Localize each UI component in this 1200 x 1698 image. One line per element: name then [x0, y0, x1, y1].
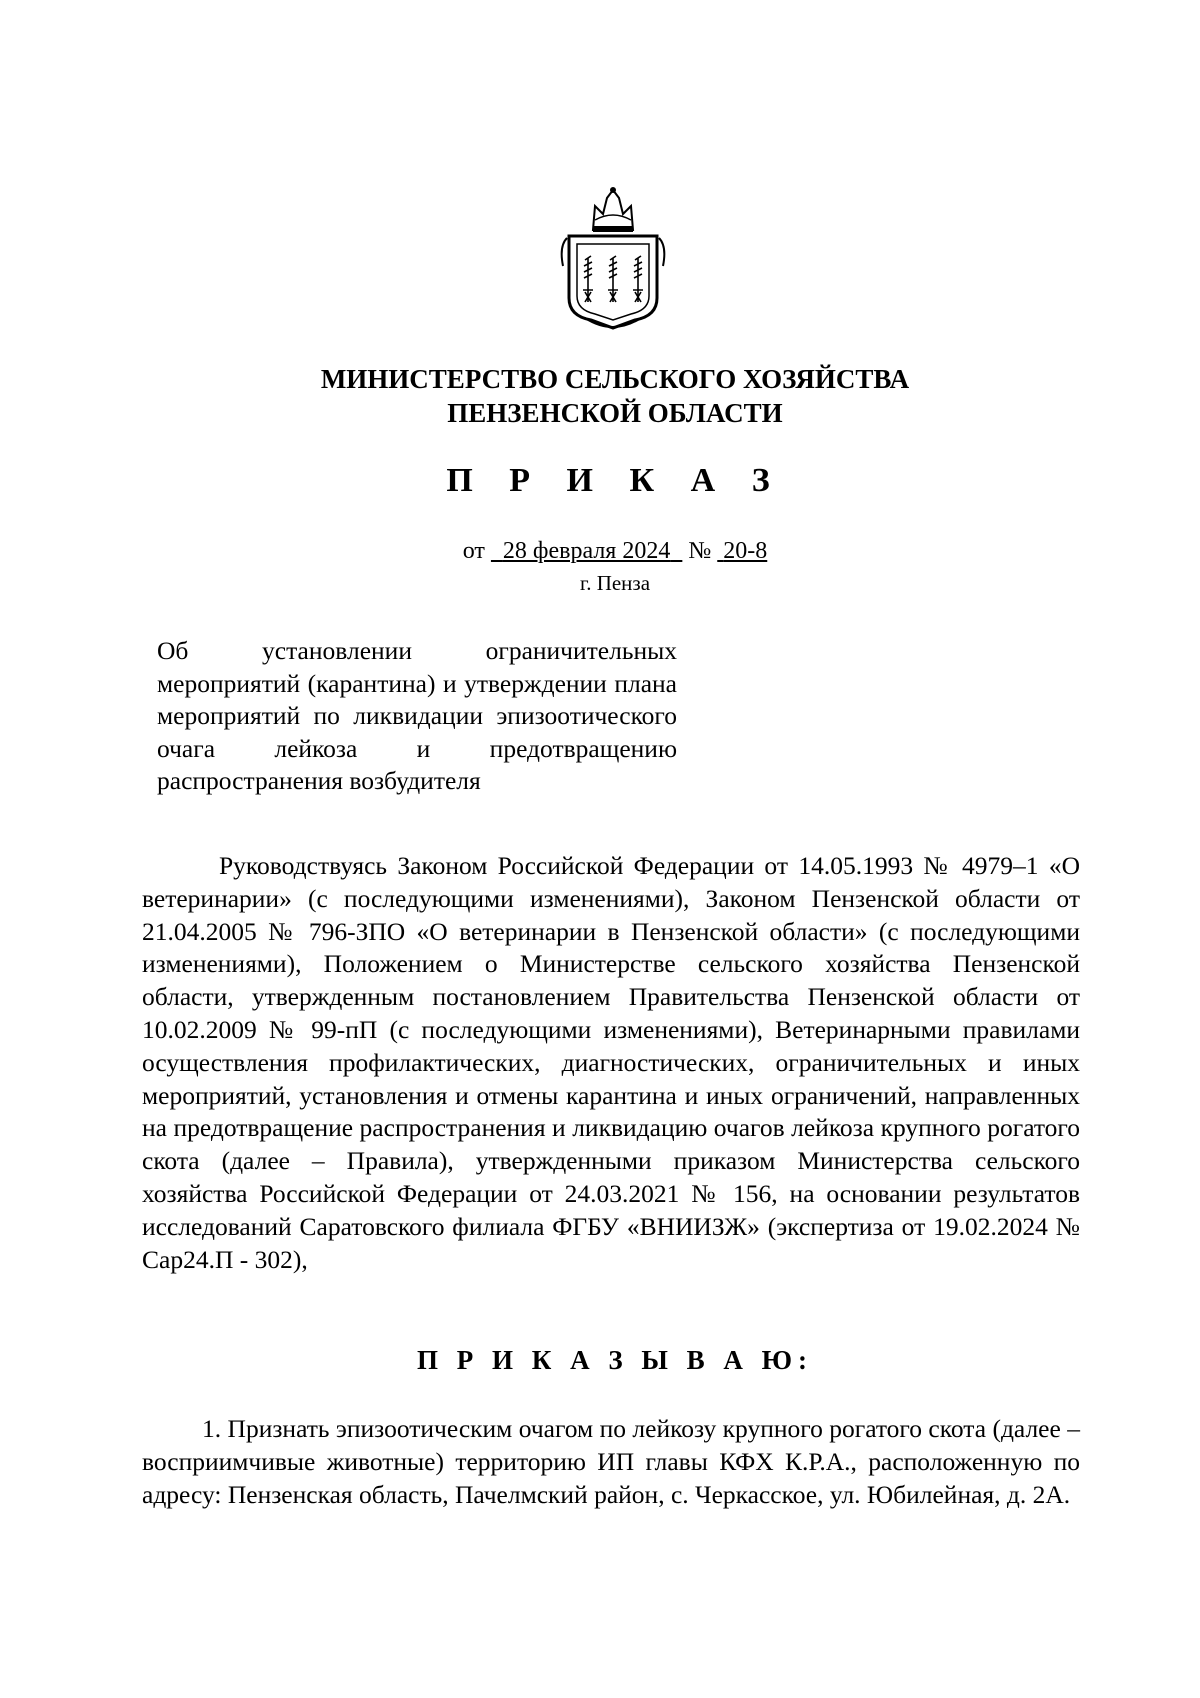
ministry-line-2: ПЕНЗЕНСКОЙ ОБЛАСТИ [447, 398, 783, 428]
preamble-paragraph: Руководствуясь Законом Российской Федерации от 14.05.1993 № 4979–1 «О ветеринарии» (с последующими изменениями), Законом Пензенской области от 21.04.2005 № 796-ЗПО «О ветеринарии в Пензенской области» (с последующими изменениями), Положением о Министерстве сельского хозяйства Пензенской области, утвержденным постановлением Правительства Пензенской области от 10.02.2009 № 99-пП (с последующими изменениями), Ветеринарными правилами осуществления профилактических, диагностических, ограничительных и иных мероприятий, установления и отмены карантина и иных ограничений, направленных на предотвращение распространения и ликвидацию очагов лейкоза крупного рогатого скота (далее – Правила), утвержденными приказом Министерства сельского хозяйства Российской Федерации от 24.03.2021 № 156, на основании результатов исследований Саратовского филиала ФГБУ «ВНИИЗЖ» (экспертиза от 19.02.2024 № Сар24.П - 302), [142, 851, 1080, 1274]
number-prefix: № [688, 538, 712, 564]
document-city: г. Пенза [579, 571, 651, 595]
date-prefix: от [462, 538, 485, 564]
order-heading: П Р И К А З Ы В А Ю: [417, 1345, 813, 1375]
document-date: 28 февраля 2024 [502, 538, 671, 564]
penza-region-coat-of-arms-icon [555, 186, 671, 334]
ministry-line-1: МИНИСТЕРСТВО СЕЛЬСКОГО ХОЗЯЙСТВА [320, 364, 910, 394]
document-number: 20-8 [723, 538, 768, 564]
date-number-line [150, 538, 1080, 565]
order-item-1: 1. Признать эпизоотическим очагом по лейкозу крупного рогатого скота (далее – восприимчивые животные) территорию ИП главы КФХ К.Р.А., расположенную по адресу: Пензенская область, Пачелмский район, с. Черкасское, ул. Юбилейная, д. 2А. [142, 1414, 1080, 1509]
ministry-name [150, 362, 1080, 430]
document-subject: Об установлении ограничительных мероприятий (карантина) и утверждении плана мероприятий по ликвидации эпизоотического очага лейкоза и предотвращению распространения возбудителя [157, 636, 677, 795]
document-type-title: П Р И К А З [446, 462, 784, 499]
